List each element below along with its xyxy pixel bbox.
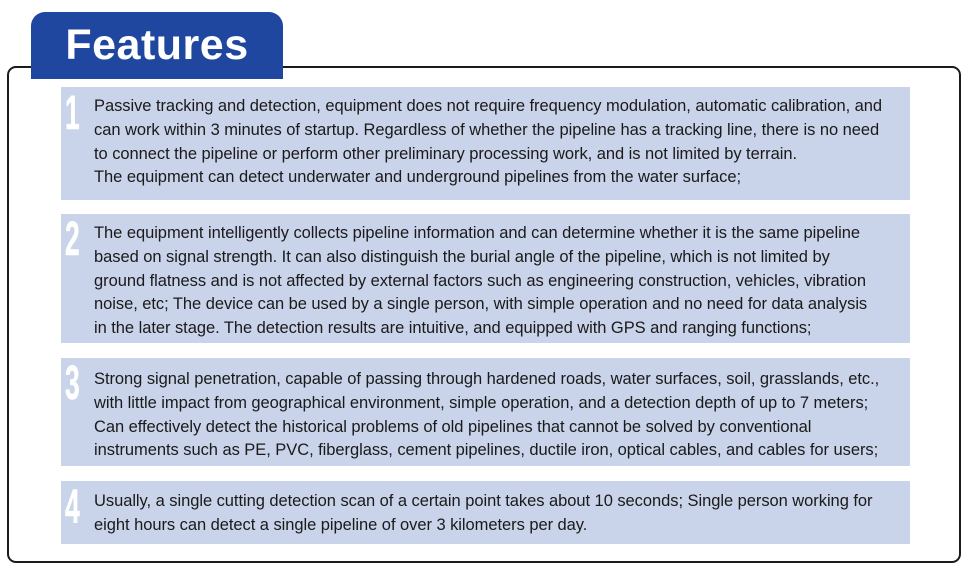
feature-number: 3 bbox=[65, 357, 80, 410]
feature-line: Can effectively detect the historical problems of old pipelines that cannot be solved by conventional bbox=[94, 417, 812, 436]
feature-line: Usually, a single cutting detection scan of a certain point takes about 10 seconds; Single person working for bbox=[94, 492, 873, 510]
feature-number: 1 bbox=[65, 87, 80, 140]
feature-line: can work within 3 minutes of startup. Regardless of whether the pipeline has a tracking line, there is no need bbox=[94, 120, 880, 139]
feature-description bbox=[94, 95, 904, 190]
feature-line: noise, etc; The device can be used by a single person, with simple operation and no need for data analysis bbox=[94, 295, 868, 314]
features-header-tab bbox=[31, 12, 283, 79]
feature-description bbox=[94, 222, 904, 341]
feature-line: in the later stage. The detection results are intuitive, and equipped with GPS and ranging functions; bbox=[94, 319, 812, 338]
feature-line: Passive tracking and detection, equipment does not require frequency modulation, automatic calibration, and bbox=[94, 97, 883, 115]
feature-line: with little impact from geographical environment, simple operation, and a detection depth of up to 7 meters; bbox=[94, 393, 869, 412]
feature-description bbox=[94, 490, 904, 538]
page-title: Features bbox=[65, 21, 249, 69]
feature-item-1 bbox=[61, 87, 910, 200]
feature-line: ground flatness and is not affected by external factors such as engineering construction, vehicles, vibration bbox=[94, 271, 867, 290]
feature-line: eight hours can detect a single pipeline of over 3 kilometers per day. bbox=[94, 515, 588, 534]
feature-item-3 bbox=[61, 358, 910, 466]
feature-number: 4 bbox=[65, 481, 80, 534]
feature-number: 2 bbox=[65, 213, 80, 266]
feature-line: The equipment can detect underwater and underground pipelines from the water surface; bbox=[94, 168, 741, 187]
feature-item-2 bbox=[61, 214, 910, 343]
feature-line: The equipment intelligently collects pipeline information and can determine whether it is the same pipeline bbox=[94, 224, 861, 242]
feature-item-4 bbox=[61, 481, 910, 544]
feature-line: based on signal strength. It can also distinguish the burial angle of the pipeline, which is not limited by bbox=[94, 247, 830, 266]
feature-line: instruments such as PE, PVC, fiberglass, cement pipelines, ductile iron, optical cables, and cables for users; bbox=[94, 441, 879, 460]
feature-line: Strong signal penetration, capable of passing through hardened roads, water surfaces, soil, grasslands, etc., bbox=[94, 370, 880, 388]
feature-description bbox=[94, 368, 904, 463]
feature-line: to connect the pipeline or perform other preliminary processing work, and is not limited by terrain. bbox=[94, 144, 798, 163]
